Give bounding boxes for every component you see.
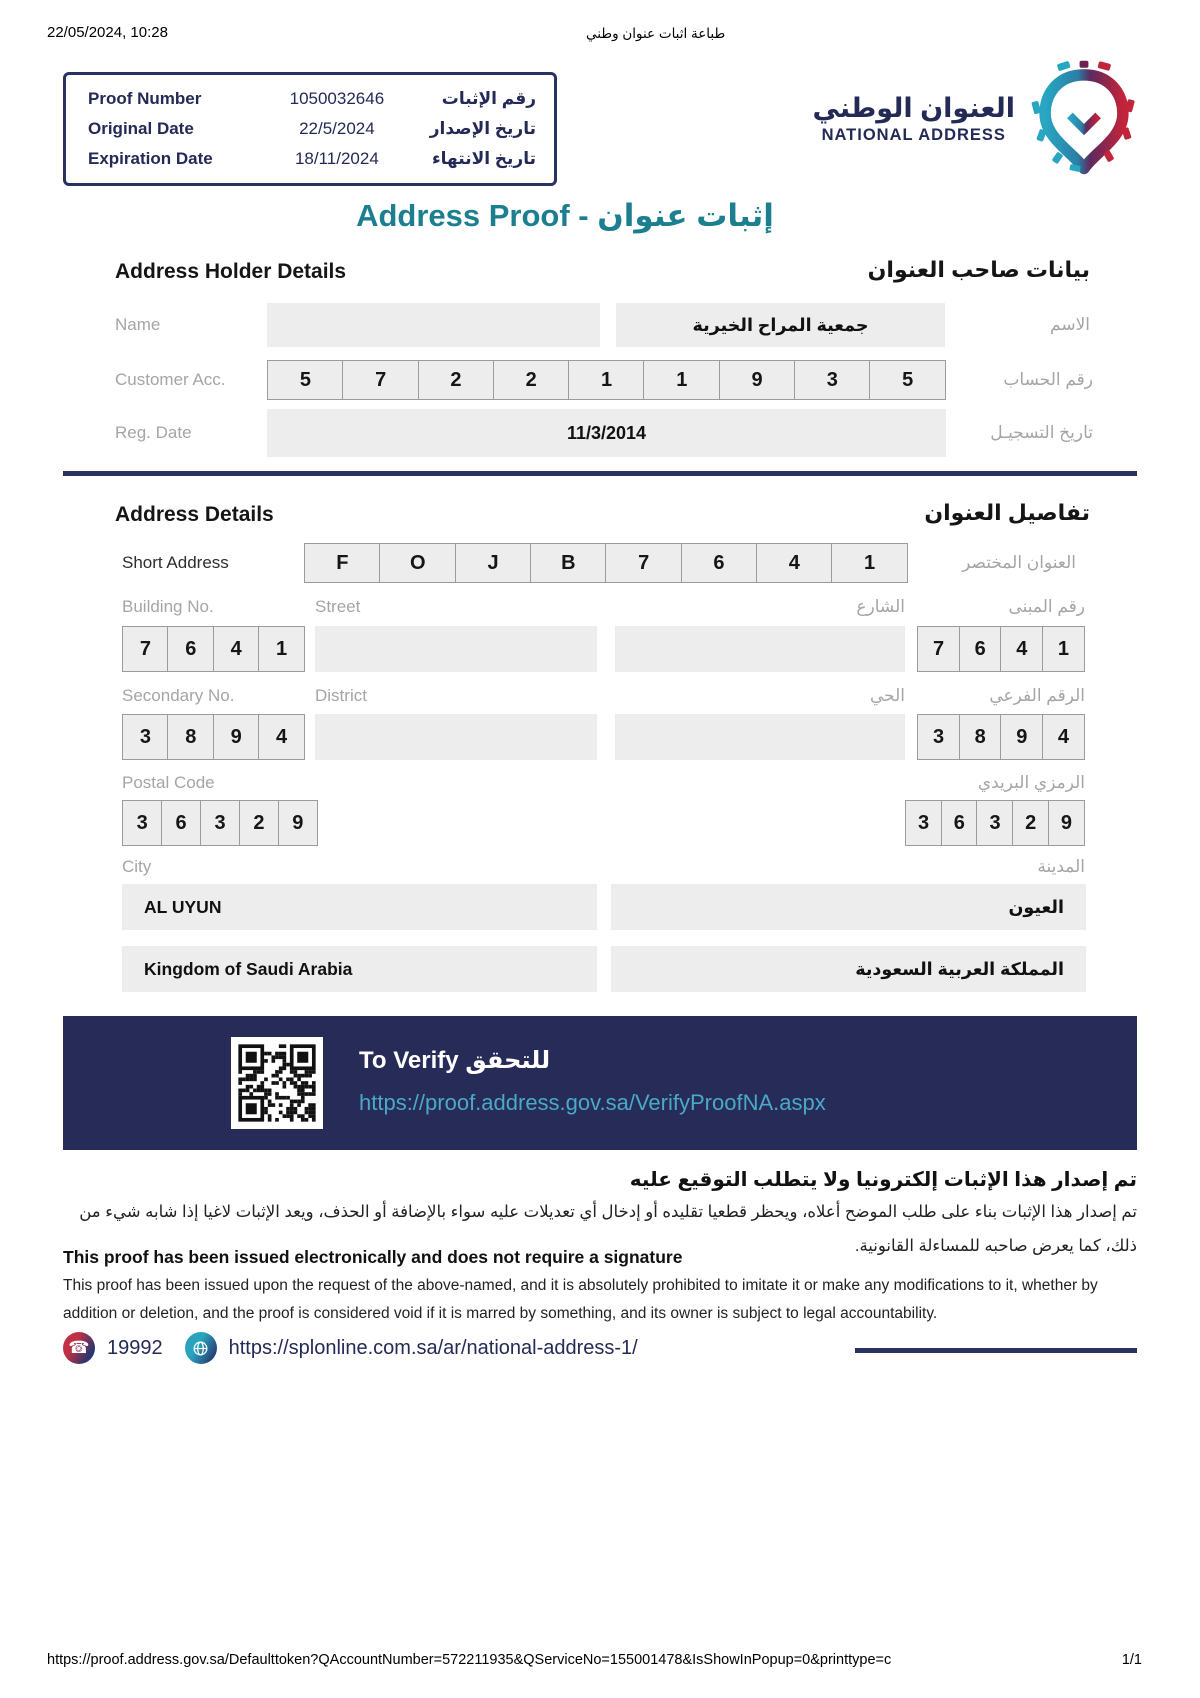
print-footer-page: 1/1 (1121, 1652, 1142, 1668)
holder-heading-en: Address Holder Details (115, 260, 347, 283)
district-label-ar: الحي (869, 686, 905, 705)
verify-url-link[interactable]: https://proof.address.gov.sa/VerifyProofNA.aspx (359, 1090, 826, 1115)
city-value-en: AL UYUN (144, 896, 222, 917)
street-label-en: Street (315, 597, 361, 616)
reg-date-label-en: Reg. Date (115, 423, 192, 442)
short-address-label-ar: العنوان المختصر (962, 553, 1076, 572)
section-divider (63, 471, 1137, 476)
digit-cell: 8 (167, 714, 214, 760)
customer-acc-label-ar: رقم الحساب (1003, 370, 1093, 389)
digit-cell: 1 (643, 360, 720, 400)
proof-number-label-en: Proof Number (88, 89, 202, 108)
proof-number-label-ar: رقم الإثبات (441, 89, 536, 108)
digit-cell: 6 (167, 626, 214, 672)
digit-cell: 4 (213, 626, 260, 672)
contact-divider-line (855, 1348, 1137, 1353)
name-label-en: Name (115, 315, 161, 334)
disclaimer-body-en: This proof has been issued upon the request of the above-named, and it is absolutely prohibited to imitate it or make any modifications to it, whether by addition or deletion, and the proof is considered void if it is marred by something, and its owner is subject to legal accountability. (63, 1277, 1098, 1322)
digit-cell: 6 (959, 626, 1002, 672)
city-value-ar-box (611, 884, 1086, 930)
street-label-ar: الشارع (856, 597, 905, 616)
building-no-digits-right (917, 626, 1085, 672)
digit-cell: 5 (267, 360, 344, 400)
digit-cell: 3 (976, 800, 1013, 846)
digit-cell: 9 (278, 800, 318, 846)
short-address-cells (304, 543, 908, 583)
globe-icon (185, 1332, 217, 1364)
holder-heading-ar: بيانات صاحب العنوان (867, 257, 1090, 282)
postal-code-label-en: Postal Code (122, 773, 215, 792)
char-cell: B (530, 543, 607, 583)
digit-cell: 3 (905, 800, 942, 846)
expiration-date-label-ar: تاريخ الانتهاء (431, 149, 536, 168)
digit-cell: 7 (122, 626, 169, 672)
digit-cell: 9 (1000, 714, 1043, 760)
page-title: Address Proof - إثبات عنوان (356, 198, 774, 233)
digit-cell: 9 (719, 360, 796, 400)
char-cell: F (304, 543, 381, 583)
contact-phone: 19992 (107, 1336, 163, 1359)
char-cell: J (455, 543, 532, 583)
building-no-label-ar: رقم المبنى (1008, 597, 1085, 616)
customer-acc-label-en: Customer Acc. (115, 370, 226, 389)
digit-cell: 1 (1042, 626, 1085, 672)
disclaimer-heading-en: This proof has been issued electronically and does not require a signature (63, 1247, 683, 1267)
digit-cell: 9 (213, 714, 260, 760)
digit-cell: 2 (1012, 800, 1049, 846)
digit-cell: 3 (794, 360, 871, 400)
digit-cell: 5 (869, 360, 946, 400)
digit-cell: 4 (1000, 626, 1043, 672)
name-value-ar-box (616, 303, 945, 347)
street-value-ar-box (615, 626, 905, 672)
country-value-ar-box (611, 946, 1086, 992)
digit-cell: 3 (122, 714, 169, 760)
char-cell: 1 (831, 543, 908, 583)
postal-code-digits-left (122, 800, 318, 846)
street-value-en-box (315, 626, 597, 672)
national-address-logo (813, 60, 1137, 178)
digit-cell: 1 (258, 626, 305, 672)
digit-cell: 3 (917, 714, 960, 760)
postal-code-label-ar: الرمزي البريدي (977, 773, 1085, 792)
name-value-ar: جمعية المراح الخيرية (692, 314, 869, 335)
phone-icon (63, 1332, 95, 1364)
original-date-label-ar: تاريخ الإصدار (429, 119, 536, 138)
reg-date-value-box (267, 409, 946, 457)
disclaimer-heading-ar: تم إصدار هذا الإثبات إلكترونيا ولا يتطلب التوقيع عليه (629, 1169, 1137, 1191)
contact-row (63, 1332, 638, 1364)
country-value-ar: المملكة العربية السعودية (855, 958, 1064, 979)
digit-cell: 2 (239, 800, 279, 846)
reg-date-value: 11/3/2014 (566, 422, 647, 443)
expiration-date-value: 18/11/2024 (294, 149, 379, 168)
proof-summary-box (63, 72, 557, 186)
city-label-ar: المدينة (1037, 857, 1085, 876)
district-label-en: District (315, 686, 367, 705)
original-date-label-en: Original Date (88, 119, 194, 138)
digit-cell: 3 (122, 800, 162, 846)
logo-title-en: NATIONAL ADDRESS (821, 126, 1006, 144)
digit-cell: 9 (1048, 800, 1085, 846)
city-label-en: City (122, 857, 152, 876)
reg-date-label-ar: تاريخ التسجيـل (990, 423, 1093, 442)
secondary-no-label-ar: الرقم الفرعي (989, 686, 1085, 705)
proof-number-value: 1050032646 (289, 89, 385, 108)
digit-cell: 4 (1042, 714, 1085, 760)
verify-band (63, 1016, 1137, 1150)
building-no-label-en: Building No. (122, 597, 214, 616)
district-value-ar-box (615, 714, 905, 760)
district-value-en-box (315, 714, 597, 760)
city-value-ar: العيون (1008, 896, 1064, 917)
contact-url-link[interactable]: https://splonline.com.sa/ar/national-address-1/ (228, 1336, 638, 1359)
proof-number-row (88, 89, 536, 109)
building-no-digits-left (122, 626, 305, 672)
disclaimer-body-ar: تم إصدار هذا الإثبات بناء على طلب الموضح أعلاه، ويحظر قطعيا تقليده أو إدخال أي تعديلات عليه سواء بالإضافة أو الحذف، ويعد الإثبات لاغيا إذا شابه شيء من ذلك، كما يعرض صاحبه للمساءلة القانونية. (79, 1203, 1137, 1255)
digit-cell: 7 (917, 626, 960, 672)
expiration-date-label-en: Expiration Date (88, 149, 213, 168)
digit-cell: 6 (941, 800, 978, 846)
qr-code (231, 1037, 323, 1129)
char-cell: 7 (605, 543, 682, 583)
address-heading-en: Address Details (115, 503, 274, 526)
name-label-ar: الاسم (1050, 315, 1090, 334)
char-cell: 6 (681, 543, 758, 583)
phone-glyph: ☎ (68, 1338, 90, 1357)
country-value-en: Kingdom of Saudi Arabia (144, 958, 353, 979)
name-value-en-box (267, 303, 600, 347)
char-cell: O (379, 543, 456, 583)
customer-account-digits (267, 360, 946, 400)
secondary-no-digits-right (917, 714, 1085, 760)
verify-title: To Verify للتحقق (359, 1047, 551, 1074)
postal-code-digits-right (905, 800, 1085, 846)
original-date-value: 22/5/2024 (299, 119, 375, 138)
expiration-date-row (88, 149, 536, 169)
secondary-no-digits-left (122, 714, 305, 760)
secondary-no-label-en: Secondary No. (122, 686, 235, 705)
digit-cell: 3 (200, 800, 240, 846)
char-cell: 4 (756, 543, 833, 583)
print-doc-title: طباعة اثبات عنوان وطني (586, 26, 726, 41)
digit-cell: 2 (493, 360, 570, 400)
print-footer-url: https://proof.address.gov.sa/Defaulttoken?QAccountNumber=572211935&QServiceNo=155001478&IsShowInPopup=0&printtype=c (47, 1652, 892, 1668)
logo-title-ar: العنوان الوطني (812, 93, 1015, 123)
digit-cell: 6 (161, 800, 201, 846)
digit-cell: 2 (418, 360, 495, 400)
digit-cell: 7 (342, 360, 419, 400)
short-address-label-en: Short Address (122, 553, 229, 572)
country-value-en-box (122, 946, 597, 992)
location-pin-icon (1031, 60, 1137, 178)
original-date-row (88, 119, 536, 139)
digit-cell: 1 (568, 360, 645, 400)
digit-cell: 8 (959, 714, 1002, 760)
print-datetime: 22/05/2024, 10:28 (47, 24, 168, 41)
address-heading-ar: تفاصيل العنوان (924, 500, 1090, 525)
city-value-en-box (122, 884, 597, 930)
logo-wordmark (813, 93, 1015, 145)
digit-cell: 4 (258, 714, 305, 760)
